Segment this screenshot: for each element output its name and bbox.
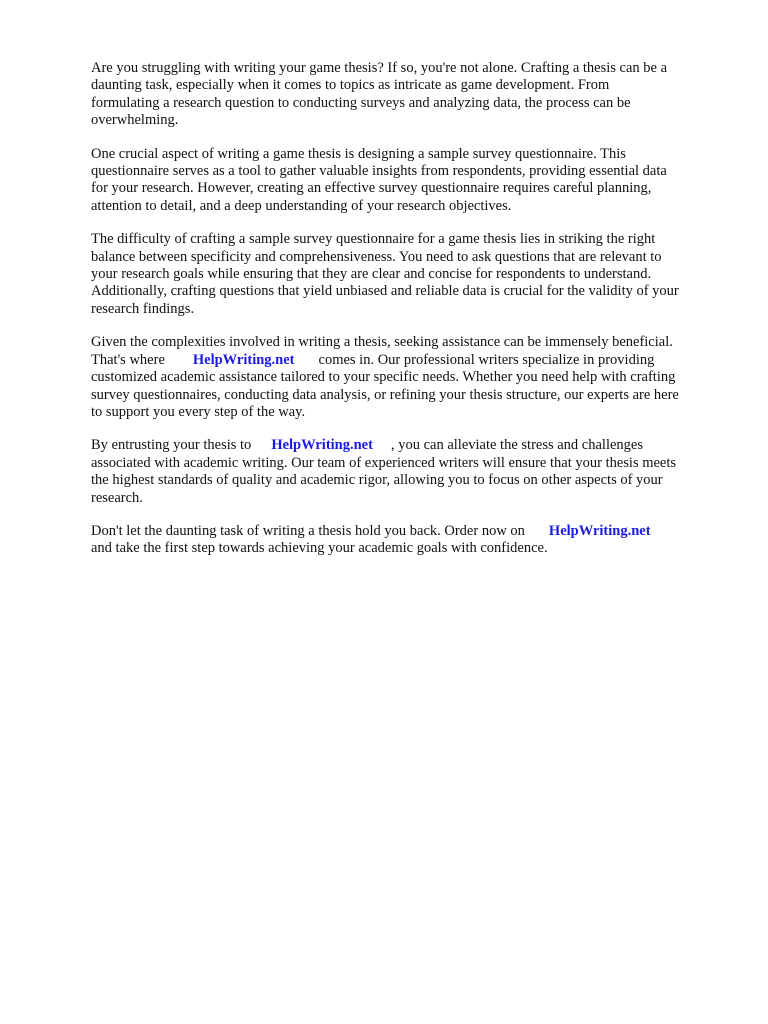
text-line bbox=[91, 437, 731, 454]
document-body bbox=[91, 60, 731, 574]
text-line: survey questionnaires, conducting data analysis, or refining your thesis structure, our experts are here bbox=[91, 386, 679, 403]
helpwriting-link[interactable]: HelpWriting.net bbox=[271, 437, 373, 454]
paragraph-intro bbox=[91, 60, 731, 130]
paragraph-difficulty bbox=[91, 231, 731, 318]
text-line: to support you every step of the way. bbox=[91, 403, 306, 420]
text-line: balance between specificity and comprehensiveness. You need to ask questions that are relevant to bbox=[91, 248, 662, 265]
text-line: questionnaire serves as a tool to gather valuable insights from respondents, providing essential data bbox=[91, 163, 667, 180]
line-text: That's where bbox=[91, 351, 165, 368]
paragraph-call-to-action bbox=[91, 523, 731, 558]
text-line: for your research. However, creating an effective survey questionnaire requires careful planning, bbox=[91, 180, 652, 197]
line-text: , you can alleviate the stress and challenges bbox=[390, 437, 643, 454]
text-line: research findings. bbox=[91, 300, 195, 317]
text-line: associated with academic writing. Our team of experienced writers will ensure that your thesis meets bbox=[91, 454, 677, 471]
text-line: research. bbox=[91, 489, 143, 506]
text-line: Additionally, crafting questions that yield unbiased and reliable data is crucial for the validity of your bbox=[91, 283, 679, 300]
text-line: daunting task, especially when it comes to topics as intricate as game development. From bbox=[91, 77, 610, 94]
text-line: The difficulty of crafting a sample survey questionnaire for a game thesis lies in striking the right bbox=[91, 231, 656, 248]
line-text: Don't let the daunting task of writing a thesis hold you back. Order now on bbox=[91, 522, 525, 539]
paragraph-questionnaire bbox=[91, 146, 731, 216]
helpwriting-link[interactable]: HelpWriting.net bbox=[548, 522, 651, 539]
text-line: attention to detail, and a deep understanding of your research objectives. bbox=[91, 197, 512, 214]
line-text: By entrusting your thesis to bbox=[91, 437, 252, 454]
text-line bbox=[91, 523, 731, 540]
text-line: overwhelming. bbox=[91, 112, 179, 129]
text-line: One crucial aspect of writing a game thesis is designing a sample survey questionnaire. This bbox=[91, 145, 626, 162]
text-line: Are you struggling with writing your game thesis? If so, you're not alone. Crafting a thesis can be a bbox=[91, 60, 668, 76]
text-line: formulating a research question to conducting surveys and analyzing data, the process can be bbox=[91, 94, 631, 111]
paragraph-entrusting bbox=[91, 437, 731, 507]
text-line: the highest standards of quality and academic rigor, allowing you to focus on other aspects of your bbox=[91, 472, 663, 489]
paragraph-assistance bbox=[91, 334, 731, 421]
text-line bbox=[91, 352, 731, 369]
text-line: your research goals while ensuring that they are clear and concise for respondents to understand. bbox=[91, 266, 652, 283]
text-line: customized academic assistance tailored to your specific needs. Whether you need help with crafting bbox=[91, 369, 676, 386]
line-text: comes in. Our professional writers specialize in providing bbox=[318, 351, 655, 368]
helpwriting-link[interactable]: HelpWriting.net bbox=[192, 351, 295, 368]
text-line: and take the first step towards achieving your academic goals with confidence. bbox=[91, 540, 548, 557]
text-line: Given the complexities involved in writing a thesis, seeking assistance can be immensely beneficial. bbox=[91, 334, 673, 351]
